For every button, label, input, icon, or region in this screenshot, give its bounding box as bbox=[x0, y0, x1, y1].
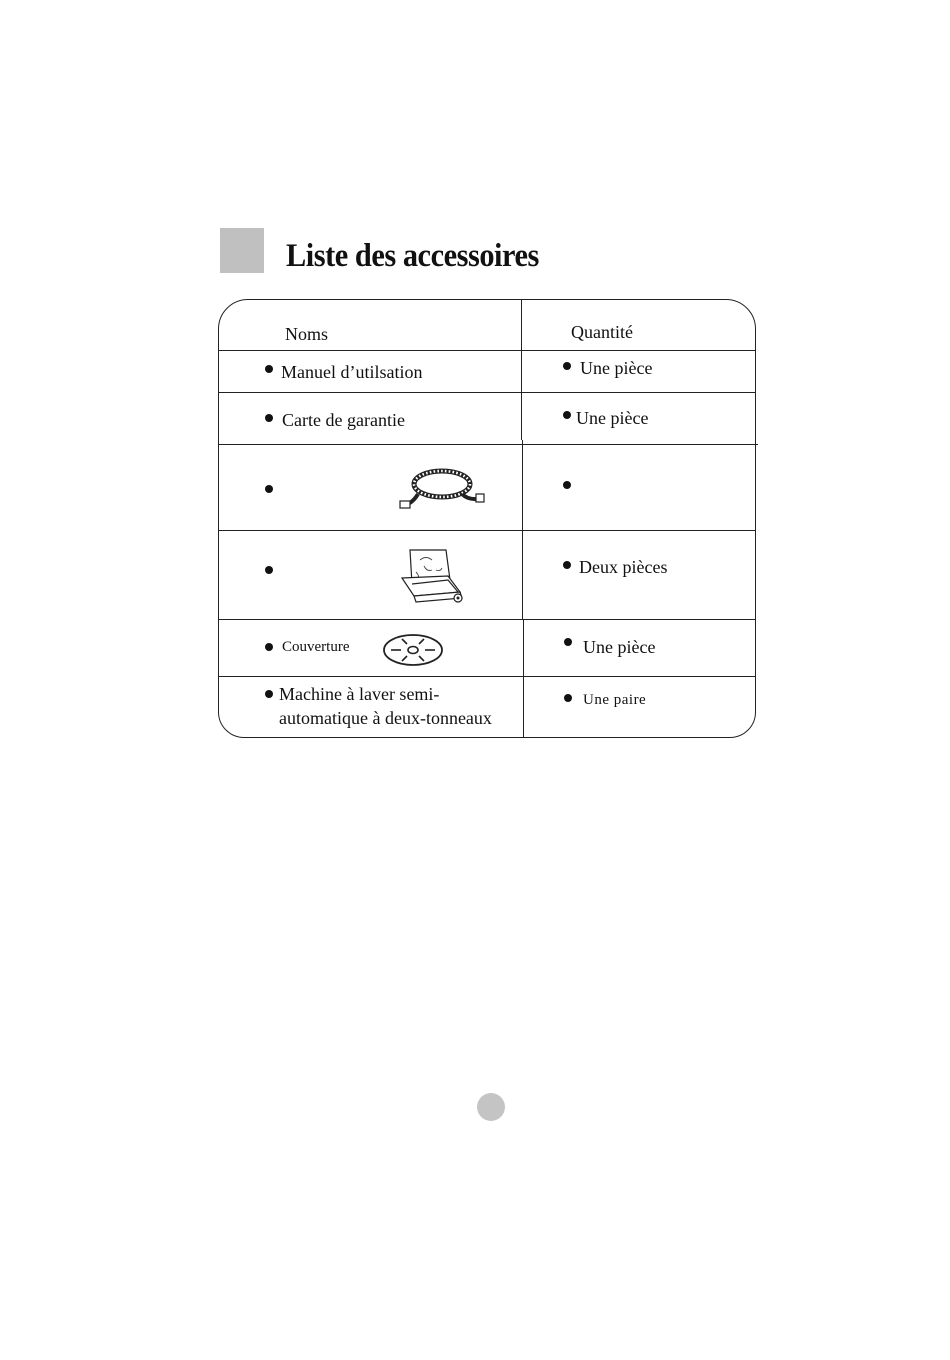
header-quantity: Quantité bbox=[571, 322, 633, 342]
bullet-icon bbox=[265, 414, 273, 422]
row-divider bbox=[218, 676, 756, 677]
bullet-icon bbox=[265, 485, 273, 493]
row-quantity: Une pièce bbox=[583, 637, 656, 657]
lint-filter-icon bbox=[398, 546, 468, 608]
column-divider bbox=[523, 620, 524, 738]
row-divider bbox=[218, 444, 758, 445]
bullet-icon bbox=[563, 362, 571, 370]
drain-hose-icon bbox=[398, 464, 486, 512]
row-divider bbox=[218, 350, 756, 351]
row-name-line2: automatique à deux-tonneaux bbox=[279, 708, 492, 728]
row-name: Carte de garantie bbox=[282, 410, 405, 430]
row-divider bbox=[218, 530, 756, 531]
header-names: Noms bbox=[285, 324, 329, 344]
row-quantity: Deux pièces bbox=[579, 557, 668, 577]
row-name: Couverture bbox=[282, 639, 350, 655]
page-title: Liste des accessoires bbox=[286, 238, 539, 274]
page-number-dot bbox=[477, 1093, 505, 1121]
column-divider bbox=[521, 299, 522, 440]
bullet-icon bbox=[564, 694, 572, 702]
row-quantity: Une paire bbox=[583, 692, 647, 708]
row-quantity: Une pièce bbox=[580, 358, 653, 378]
row-divider bbox=[218, 619, 756, 620]
row-divider bbox=[218, 392, 756, 393]
title-square-marker bbox=[220, 228, 264, 273]
cover-disc-icon bbox=[382, 633, 444, 667]
row-quantity: Une pièce bbox=[576, 408, 649, 428]
bullet-icon bbox=[265, 566, 273, 574]
row-name-line1: Machine à laver semi- bbox=[279, 684, 440, 704]
bullet-icon bbox=[265, 643, 273, 651]
bullet-icon bbox=[563, 411, 571, 419]
bullet-icon bbox=[564, 638, 572, 646]
bullet-icon bbox=[265, 365, 273, 373]
bullet-icon bbox=[563, 561, 571, 569]
row-name: Manuel d’utilsation bbox=[281, 362, 423, 382]
bullet-icon bbox=[265, 690, 273, 698]
bullet-icon bbox=[563, 481, 571, 489]
